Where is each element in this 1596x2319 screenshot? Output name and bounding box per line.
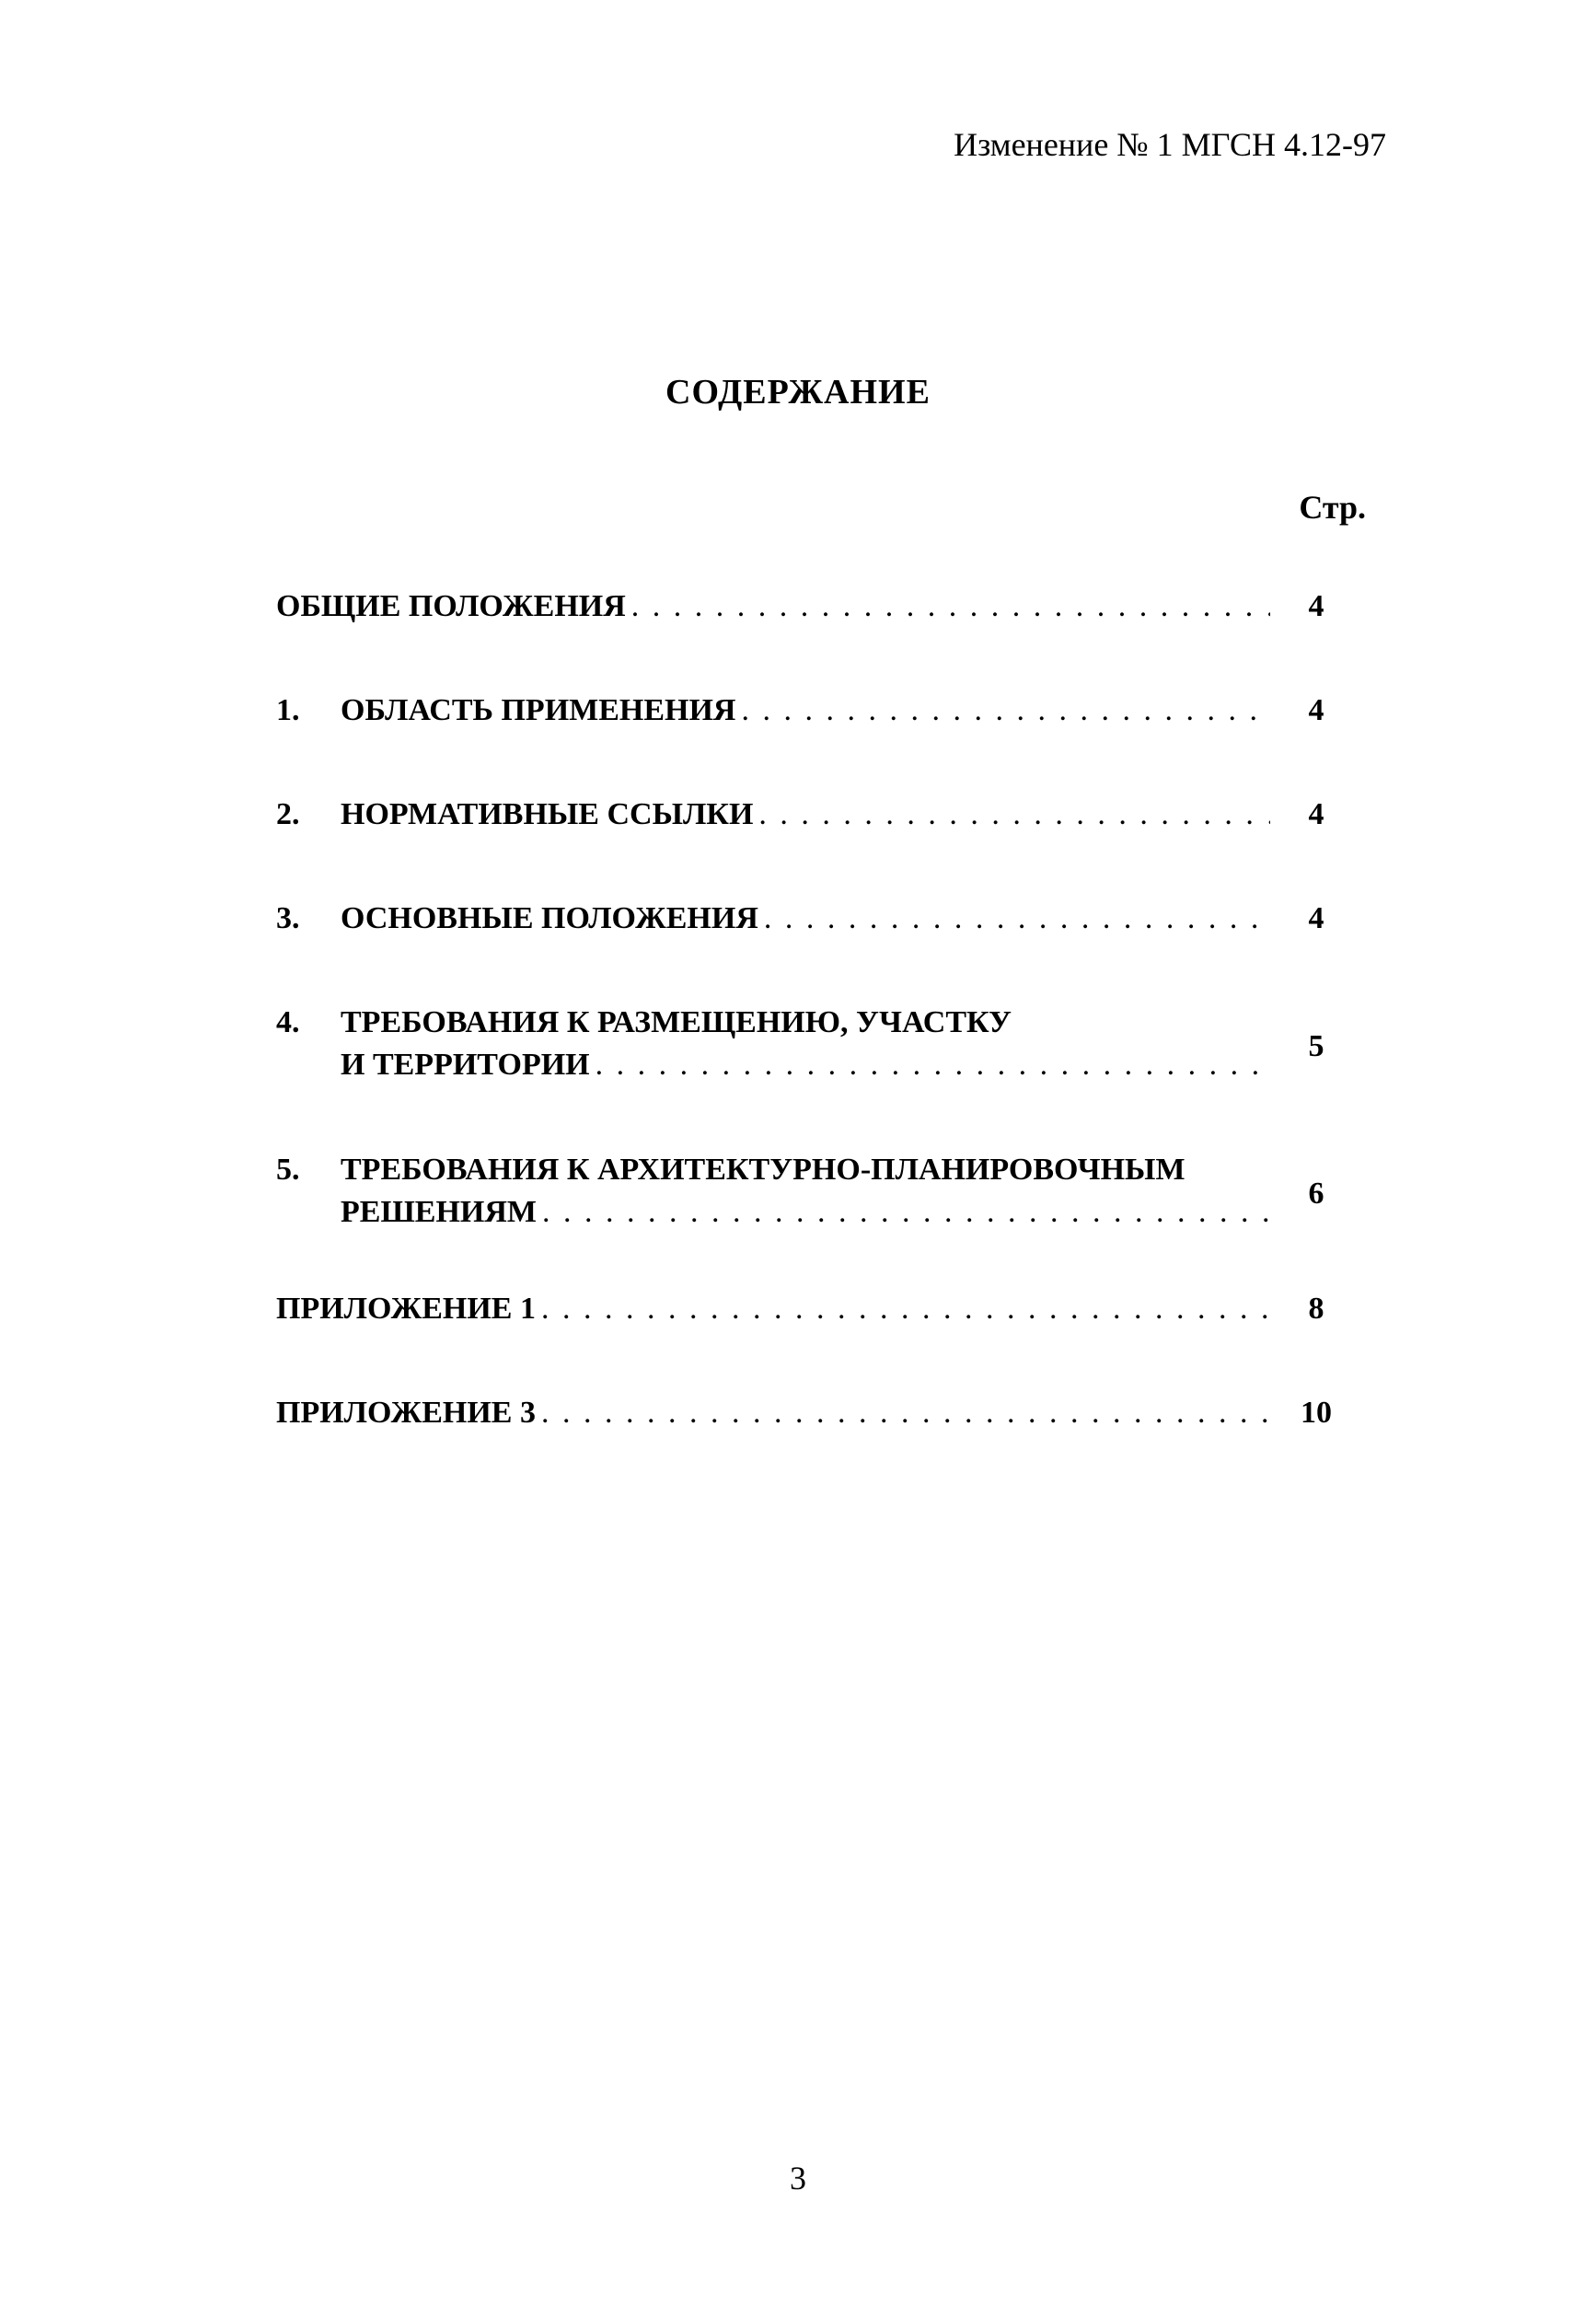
toc-entry-number: 3. <box>276 901 300 935</box>
toc-entry-label: ОБЩИЕ ПОЛОЖЕНИЯ <box>276 589 626 623</box>
toc-entry-label: НОРМАТИВНЫЕ ССЫЛКИ <box>341 797 754 831</box>
toc-entry-label: ПРИЛОЖЕНИЕ 3 <box>276 1396 536 1430</box>
dot-leader <box>631 589 1270 624</box>
toc-entry-5[interactable] <box>276 1153 1344 1237</box>
toc-entry-page: 8 <box>1308 1292 1324 1326</box>
toc-entry-number: 5. <box>276 1153 300 1187</box>
dot-leader <box>596 1048 1270 1083</box>
toc-entry-page: 10 <box>1301 1396 1332 1430</box>
toc-entry-2[interactable] <box>276 797 1344 840</box>
toc-entry-number: 1. <box>276 693 300 727</box>
dot-leader <box>764 901 1270 936</box>
dot-leader <box>542 1195 1270 1230</box>
document-header: Изменение № 1 МГСН 4.12-97 <box>954 126 1386 163</box>
toc-entry-label: ПРИЛОЖЕНИЕ 1 <box>276 1292 536 1326</box>
dot-leader <box>741 693 1270 728</box>
page-title: СОДЕРЖАНИЕ <box>665 373 931 412</box>
dot-leader <box>758 797 1270 832</box>
dot-leader <box>541 1292 1270 1327</box>
toc-entry-number: 2. <box>276 797 300 831</box>
toc-entry-page: 4 <box>1308 901 1324 935</box>
dot-leader <box>541 1396 1270 1431</box>
toc-entry-4[interactable] <box>276 1005 1344 1090</box>
toc-entry-3[interactable] <box>276 901 1344 944</box>
toc-entry-label: ОСНОВНЫЕ ПОЛОЖЕНИЯ <box>341 901 758 935</box>
toc-entry-page: 5 <box>1308 1029 1324 1063</box>
toc-entry-appendix-1[interactable] <box>276 1292 1344 1334</box>
table-of-contents <box>276 0 1344 2319</box>
toc-entry-general[interactable] <box>276 589 1344 632</box>
toc-entry-label-continued: И ТЕРРИТОРИИ <box>341 1048 590 1082</box>
toc-entry-1[interactable] <box>276 693 1344 736</box>
toc-entry-page: 4 <box>1308 589 1324 623</box>
toc-entry-page: 4 <box>1308 693 1324 727</box>
toc-entry-number: 4. <box>276 1005 300 1039</box>
toc-entry-label: ТРЕБОВАНИЯ К РАЗМЕЩЕНИЮ, УЧАСТКУ <box>341 1005 1012 1039</box>
toc-entry-label: ТРЕБОВАНИЯ К АРХИТЕКТУРНО-ПЛАНИРОВОЧНЫМ <box>341 1153 1185 1187</box>
toc-entry-page: 6 <box>1308 1177 1324 1211</box>
page-number: 3 <box>790 2160 806 2197</box>
toc-entry-label-continued: РЕШЕНИЯМ <box>341 1195 537 1229</box>
page-column-label: Стр. <box>1299 489 1366 526</box>
toc-entry-page: 4 <box>1308 797 1324 831</box>
toc-entry-appendix-3[interactable] <box>276 1396 1344 1438</box>
toc-entry-label: ОБЛАСТЬ ПРИМЕНЕНИЯ <box>341 693 736 727</box>
